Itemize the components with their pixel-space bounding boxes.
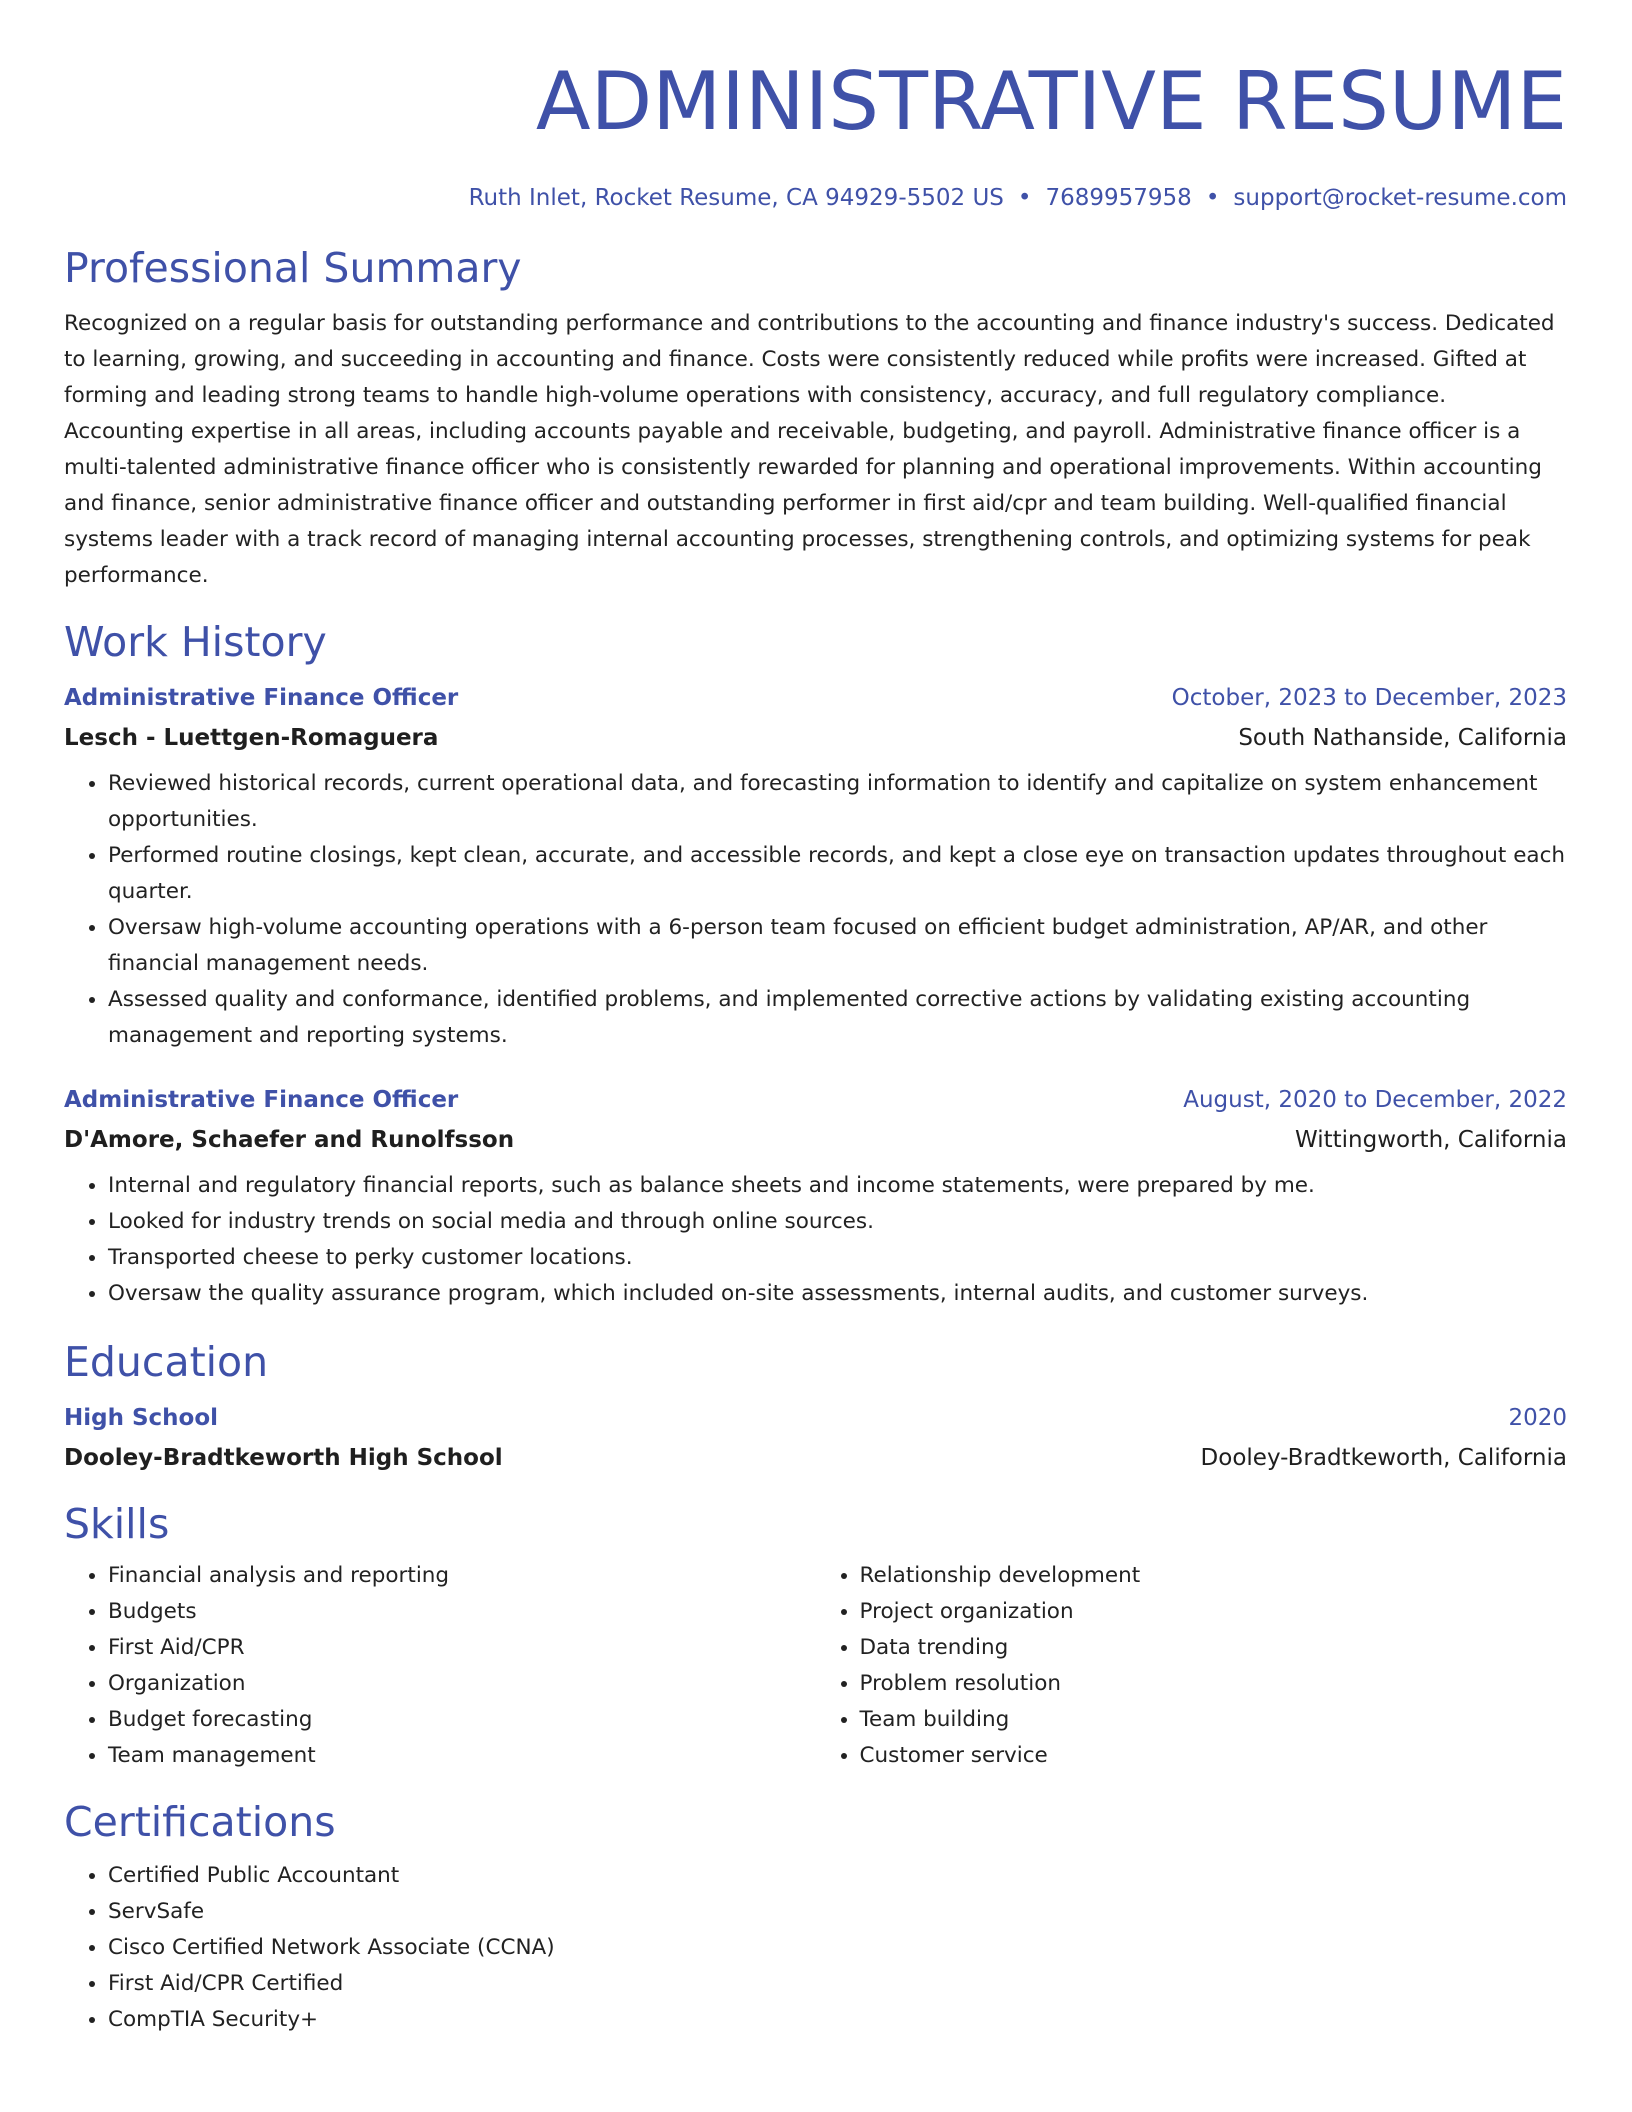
employer-row xyxy=(64,718,1567,758)
job-title: Administrative Finance Officer xyxy=(64,1087,459,1113)
list-item: • Relationship development xyxy=(860,1558,1568,1594)
skills-columns xyxy=(64,1558,1567,1774)
list-item: • First Aid/CPR Certified xyxy=(108,1966,1567,2002)
summary-heading: Professional Summary xyxy=(64,244,522,292)
list-item: • Team management xyxy=(108,1738,816,1774)
degree: High School xyxy=(64,1405,219,1431)
list-item: • ServSafe xyxy=(108,1894,1567,1930)
employer-name: Lesch - Luettgen-Romaguera xyxy=(64,725,439,751)
school-row xyxy=(64,1438,1567,1478)
contact-line xyxy=(64,182,1567,214)
list-item: • Customer service xyxy=(860,1738,1568,1774)
list-item: • Certified Public Accountant xyxy=(108,1858,1567,1894)
job-title-row xyxy=(64,1080,1567,1120)
list-item: • Oversaw the quality assurance program, which included on-site assessments, internal audits, and customer surveys. xyxy=(108,1276,1567,1312)
list-item: • Internal and regulatory financial reports, such as balance sheets and income statements, were prepared by me. xyxy=(108,1168,1567,1204)
list-item: • Oversaw high-volume accounting operations with a 6-person team focused on efficient budget administration, AP/AR, and other financial management needs. xyxy=(108,910,1567,982)
education-heading: Education xyxy=(64,1338,269,1386)
skills-list-right xyxy=(816,1558,1568,1774)
employer-name: D'Amore, Schaefer and Runolfsson xyxy=(64,1127,515,1153)
list-item: • Organization xyxy=(108,1666,816,1702)
contact-phone: 7689957958 xyxy=(1045,185,1192,211)
contact-separator: • xyxy=(1017,185,1032,211)
list-item: • Transported cheese to perky customer locations. xyxy=(108,1240,1567,1276)
work-history-heading: Work History xyxy=(64,618,327,666)
summary-text: Recognized on a regular basis for outstanding performance and contributions to the accounting and finance industry's success. Dedicated to learning, growing, and succeeding in accounting and finance. Costs were consistently reduced while profits were increased. Gifted at forming and leading strong teams to handle high-volume operations with consistency, accuracy, and full regulatory compliance. Accounting expertise in all areas, including accounts payable and receivable, budgeting, and payroll. Administrative finance officer is a multi-talented administrative finance officer who is consistently rewarded for planning and operational improvements. Within accounting and finance, senior administrative finance officer and outstanding performer in first aid/cpr and team building. Well-qualified financial systems leader with a track record of managing internal accounting processes, strengthening controls, and optimizing systems for peak performance. xyxy=(64,311,1555,588)
graduation-year: 2020 xyxy=(1508,1405,1567,1431)
list-item: • Budget forecasting xyxy=(108,1702,816,1738)
skills-list-left xyxy=(64,1558,816,1774)
certifications-list xyxy=(64,1858,1567,2038)
job-location: Wittingworth, California xyxy=(1294,1127,1567,1153)
certifications-heading: Certifications xyxy=(64,1798,336,1846)
list-item: • Performed routine closings, kept clean, accurate, and accessible records, and kept a close eye on transaction updates throughout each quarter. xyxy=(108,838,1567,910)
list-item: • CompTIA Security+ xyxy=(108,2002,1567,2038)
contact-email: support@rocket-resume.com xyxy=(1233,185,1567,211)
list-item: • Budgets xyxy=(108,1594,816,1630)
list-item: • Cisco Certified Network Associate (CCNA) xyxy=(108,1930,1567,1966)
list-item: • Team building xyxy=(860,1702,1568,1738)
job-dates: October, 2023 to December, 2023 xyxy=(1171,685,1567,711)
job-title-row xyxy=(64,678,1567,718)
list-item: • Looked for industry trends on social media and through online sources. xyxy=(108,1204,1567,1240)
school-location: Dooley-Bradtkeworth, California xyxy=(1200,1445,1567,1471)
education-entry xyxy=(64,1398,1567,1478)
employer-row xyxy=(64,1120,1567,1160)
list-item: • Data trending xyxy=(860,1630,1568,1666)
job-title: Administrative Finance Officer xyxy=(64,685,459,711)
job-duties-list xyxy=(64,766,1567,1054)
list-item: • First Aid/CPR xyxy=(108,1630,816,1666)
contact-address: Ruth Inlet, Rocket Resume, CA 94929-5502 US xyxy=(468,185,1004,211)
contact-separator: • xyxy=(1205,185,1220,211)
list-item: • Reviewed historical records, current operational data, and forecasting information to identify and capitalize on system enhancement opportunities. xyxy=(108,766,1567,838)
job-entry xyxy=(64,1080,1567,1312)
degree-row xyxy=(64,1398,1567,1438)
school-name: Dooley-Bradtkeworth High School xyxy=(64,1445,503,1471)
list-item: • Project organization xyxy=(860,1594,1568,1630)
list-item: • Assessed quality and conformance, identified problems, and implemented corrective actions by validating existing accounting management and reporting systems. xyxy=(108,982,1567,1054)
resume-page xyxy=(64,0,1567,2038)
resume-title: ADMINISTRATIVE RESUME xyxy=(535,55,1567,148)
skills-heading: Skills xyxy=(64,1500,170,1548)
job-dates: August, 2020 to December, 2022 xyxy=(1183,1087,1567,1113)
list-item: • Financial analysis and reporting xyxy=(108,1558,816,1594)
job-location: South Nathanside, California xyxy=(1238,725,1567,751)
list-item: • Problem resolution xyxy=(860,1666,1568,1702)
job-entry xyxy=(64,678,1567,1054)
job-duties-list xyxy=(64,1168,1567,1312)
